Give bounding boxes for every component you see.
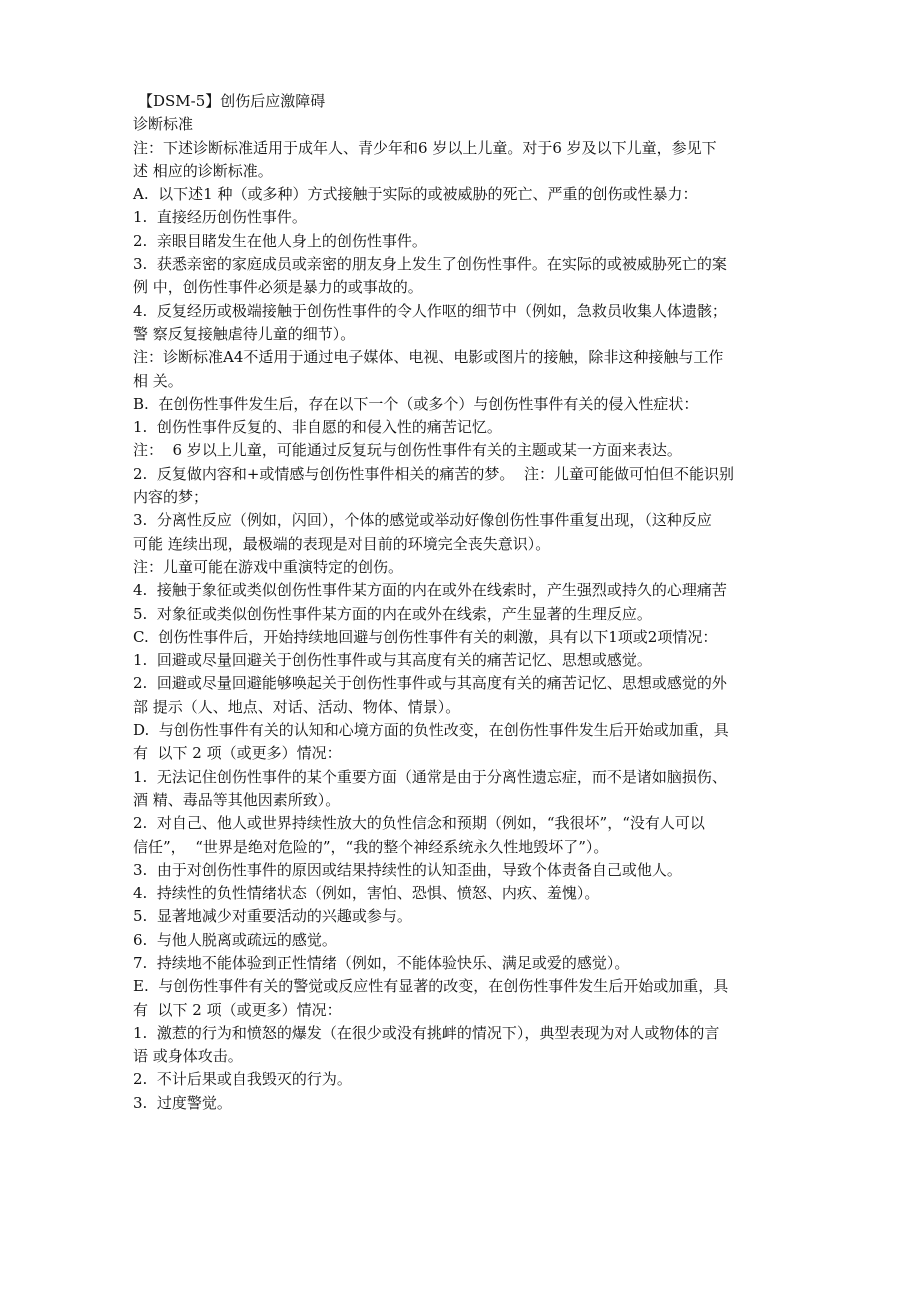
document-line: 酒 精、毒品等其他因素所致）。 bbox=[133, 790, 341, 809]
document-line: 3. 获悉亲密的家庭成员或亲密的朋友身上发生了创伤性事件。在实际的或被威胁死亡的案 bbox=[133, 255, 727, 274]
document-line: E. 与创伤性事件有关的警觉或反应性有显著的改变，在创伤性事件发生后开始或加重，具 bbox=[133, 977, 729, 996]
document-line: 述 相应的诊断标准。 bbox=[133, 161, 273, 180]
document-line: 3. 分离性反应（例如，闪回），个体的感觉或举动好像创伤性事件重复出现，（这种反应 bbox=[133, 511, 712, 530]
document-line: 1. 回避或尽量回避关于创伤性事件或与其高度有关的痛苦记忆、思想或感觉。 bbox=[133, 651, 652, 670]
document-line: 6. 与他人脱离或疏远的感觉。 bbox=[133, 930, 337, 949]
document-line: 7. 持续地不能体验到正性情绪（例如，不能体验快乐、满足或爱的感觉）。 bbox=[133, 953, 630, 972]
document-line: 1. 创伤性事件反复的、非自愿的和侵入性的痛苦记忆。 bbox=[133, 418, 502, 437]
document-line: 部 提示（人、地点、对话、活动、物体、情景）。 bbox=[133, 697, 461, 716]
document-line: 注：下述诊断标准适用于成年人、青少年和6 岁以上儿童。对于6 岁及以下儿童，参见下 bbox=[133, 138, 717, 157]
document-line: 5. 显著地减少对重要活动的兴趣或参与。 bbox=[133, 907, 412, 926]
document-line: 注：诊断标准A4不适用于通过电子媒体、电视、电影或图片的接触，除非这种接触与工作 bbox=[133, 348, 724, 367]
document-line: 有 以下 2 项（或更多）情况： bbox=[133, 1000, 342, 1019]
document-line: 可能 连续出现，最极端的表现是对目前的环境完全丧失意识）。 bbox=[133, 534, 551, 553]
document-line: 警 察反复接触虐待儿童的细节）。 bbox=[133, 324, 356, 343]
document-line: 内容的梦； bbox=[133, 488, 209, 507]
document-line: 2. 亲眼目睹发生在他人身上的创伤性事件。 bbox=[133, 231, 427, 250]
document-line: 2. 对自己、他人或世界持续性放大的负性信念和预期（例如，“我很坏”，“没有人可以 bbox=[133, 814, 705, 833]
document-line: 诊断标准 bbox=[133, 115, 194, 134]
document-page bbox=[133, 90, 793, 1115]
document-title: 【DSM-5】创伤后应激障碍 bbox=[138, 92, 326, 110]
document-line: 5. 对象征或类似创伤性事件某方面的内在或外在线索，产生显著的生理反应。 bbox=[133, 604, 652, 623]
document-line: 注：儿童可能在游戏中重演特定的创伤。 bbox=[133, 557, 404, 576]
document-line: A. 以下述1 种（或多种）方式接触于实际的或被威胁的死亡、严重的创伤或性暴力： bbox=[133, 185, 698, 204]
document-line: 信任”， “世界是绝对危险的”，“我的整个神经系统永久性地毁坏了”）。 bbox=[133, 837, 609, 856]
document-line: 2. 不计后果或自我毁灭的行为。 bbox=[133, 1070, 352, 1089]
document-line: 3. 由于对创伤性事件的原因或结果持续性的认知歪曲，导致个体责备自己或他人。 bbox=[133, 860, 682, 879]
document-line: 1. 直接经历创伤性事件。 bbox=[133, 208, 307, 227]
document-line: 相 关。 bbox=[133, 371, 183, 390]
document-line: 2. 反复做内容和+或情感与创伤性事件相关的痛苦的梦。 注：儿童可能做可怕但不能识别 bbox=[133, 464, 734, 483]
document-line: 4. 持续性的负性情绪状态（例如，害怕、恐惧、愤怒、内疚、羞愧）。 bbox=[133, 884, 600, 903]
document-line: 2. 回避或尽量回避能够唤起关于创伤性事件或与其高度有关的痛苦记忆、思想或感觉的外 bbox=[133, 674, 727, 693]
document-line: 1. 无法记住创伤性事件的某个重要方面（通常是由于分离性遗忘症，而不是诸如脑损伤、 bbox=[133, 767, 727, 786]
document-line: 4. 接触于象征或类似创伤性事件某方面的内在或外在线索时，产生强烈或持久的心理痛苦 bbox=[133, 581, 727, 600]
document-line: 有 以下 2 项（或更多）情况： bbox=[133, 744, 342, 763]
document-line: 注： 6 岁以上儿童，可能通过反复玩与创伤性事件有关的主题或某一方面来表达。 bbox=[133, 441, 682, 460]
document-line: 例 中，创伤性事件必须是暴力的或事故的。 bbox=[133, 278, 423, 297]
document-line: 4. 反复经历或极端接触于创伤性事件的令人作呕的细节中（例如，急救员收集人体遗骸； bbox=[133, 301, 727, 320]
document-body bbox=[133, 113, 793, 1115]
document-line: 1. 激惹的行为和愤怒的爆发（在很少或没有挑衅的情况下），典型表现为对人或物体的言 bbox=[133, 1023, 720, 1042]
document-line: 3. 过度警觉。 bbox=[133, 1093, 232, 1112]
document-line: B. 在创伤性事件发生后，存在以下一个（或多个）与创伤性事件有关的侵入性症状： bbox=[133, 394, 699, 413]
document-line: C. 创伤性事件后，开始持续地回避与创伤性事件有关的刺激，具有以下1项或2项情况： bbox=[133, 627, 718, 646]
document-line: 语 或身体攻击。 bbox=[133, 1047, 243, 1066]
document-line: D. 与创伤性事件有关的认知和心境方面的负性改变，在创伤性事件发生后开始或加重，具 bbox=[133, 721, 729, 740]
